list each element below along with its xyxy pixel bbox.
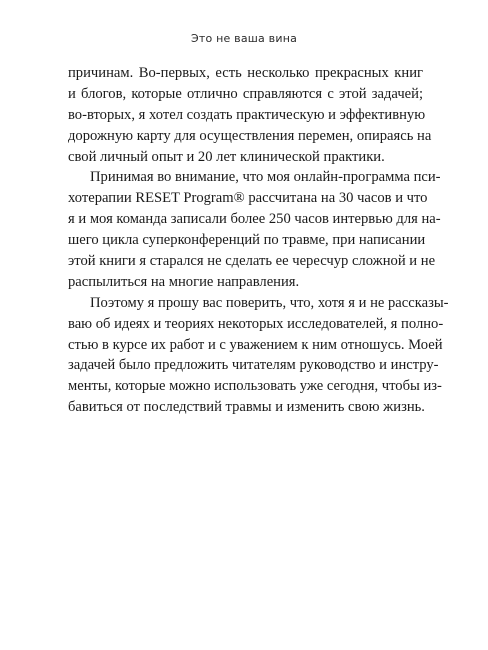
paragraph-3 [68, 293, 449, 418]
text-line: хотерапии RESET Program® рассчитана на 30 часов и что [68, 190, 428, 207]
text-line: дорожную карту для осуществления перемен, опираясь на [68, 127, 432, 144]
text-line: ваю об идеях и теориях некоторых исследователей, я полно- [68, 315, 444, 332]
text-line: бавиться от последствий травмы и изменить свою жизнь. [68, 399, 425, 416]
text-line: свой личный опыт и 20 лет клинической практики. [68, 148, 385, 165]
text-line: Принимая во внимание, что моя онлайн-программа пси- [90, 169, 441, 186]
running-header: Это не ваша вина [190, 32, 298, 45]
paragraph-1 [68, 63, 432, 167]
text-line: стью в курсе их работ и с уважением к ним отношусь. Моей [68, 336, 443, 353]
text-line: я и моя команда записали более 250 часов интервью для на- [68, 211, 441, 228]
body-text [68, 63, 449, 418]
text-line: шего цикла суперконференций по травме, при написании [68, 232, 426, 249]
text-line: менты, которые можно использовать уже сегодня, чтобы из- [68, 378, 442, 395]
text-line: причинам. Во-первых, есть несколько прекрасных книг [68, 65, 423, 81]
text-line: и блогов, которые отлично справляются с этой задачей; [68, 85, 423, 102]
paragraph-2 [68, 167, 441, 292]
text-line: задачей было предложить читателям руководство и инстру- [68, 357, 439, 374]
text-line: во-вторых, я хотел создать практическую и эффективную [68, 106, 426, 123]
text-line: Поэтому я прошу вас поверить, что, хотя я и не рассказы- [90, 294, 449, 311]
text-line: этой книги я старался не сделать ее чересчур сложной и не [68, 253, 436, 270]
text-line: распылиться на многие направления. [68, 273, 300, 290]
